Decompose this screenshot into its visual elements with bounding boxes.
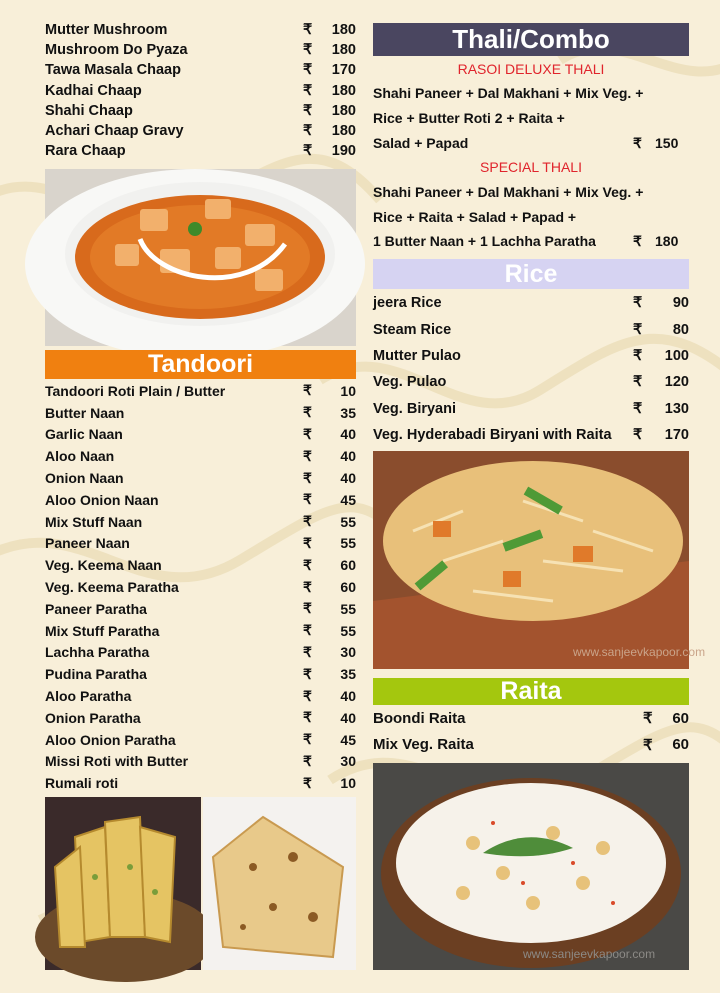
- menu-item-row: [45, 81, 356, 101]
- naan-basket-photo: [45, 797, 201, 970]
- menu-item-price: 60: [672, 736, 689, 754]
- currency-symbol: ₹: [643, 736, 653, 754]
- menu-item-name: Mutter Mushroom: [45, 22, 168, 39]
- menu-item-price: 40: [340, 448, 356, 465]
- menu-item-price: 170: [331, 62, 356, 79]
- currency-symbol: ₹: [303, 62, 313, 79]
- currency-symbol: ₹: [303, 22, 313, 39]
- menu-item-price: 180: [331, 22, 356, 39]
- menu-item-price: 170: [664, 427, 689, 444]
- currency-symbol: ₹: [633, 321, 643, 338]
- menu-item-name: Aloo Paratha: [45, 688, 132, 705]
- biryani-watermark: www.sanjeevkapoor.com: [573, 645, 706, 659]
- menu-item-name: Steam Rice: [373, 321, 452, 338]
- raita-header: [373, 678, 689, 705]
- currency-symbol: ₹: [303, 622, 312, 639]
- menu-item-row: [45, 60, 356, 80]
- currency-symbol: ₹: [303, 404, 312, 421]
- menu-item-price: 10: [340, 775, 356, 792]
- currency-symbol: ₹: [303, 425, 312, 442]
- special-thali-line-3: 1 Butter Naan + 1 Lachha Paratha: [373, 233, 596, 249]
- rasoi-thali-line-3: Salad + Papad: [373, 135, 469, 151]
- menu-item-row: [45, 729, 356, 751]
- menu-item-name: Tandoori Roti Plain / Butter: [45, 382, 226, 399]
- menu-item-price: 45: [340, 731, 356, 748]
- menu-item-name: Missi Roti with Butter: [45, 753, 189, 770]
- menu-item-row: [45, 380, 356, 402]
- menu-item-name: Veg. Biryani: [373, 400, 457, 417]
- menu-item-price: 90: [672, 295, 689, 312]
- menu-item-name: Tawa Masala Chaap: [45, 62, 181, 79]
- menu-item-row: [45, 40, 356, 60]
- menu-item-row: [373, 343, 689, 369]
- menu-item-price: 55: [340, 600, 356, 617]
- thali-title: Thali/Combo: [452, 24, 610, 54]
- menu-item-name: Veg. Keema Naan: [45, 557, 162, 574]
- menu-item-row: [45, 598, 356, 620]
- menu-item-price: 35: [340, 404, 356, 421]
- currency-symbol: ₹: [303, 556, 312, 573]
- raita-photo: [373, 763, 689, 970]
- special-thali-line-2: Rice + Raita + Salad + Papad +: [373, 209, 577, 225]
- currency-symbol: ₹: [303, 578, 312, 595]
- menu-item-price: 55: [340, 513, 356, 530]
- menu-item-row: [45, 445, 356, 467]
- thali-header: [373, 23, 689, 56]
- menu-item-row: [45, 20, 356, 40]
- currency-symbol: ₹: [303, 709, 312, 726]
- menu-item-name: Onion Paratha: [45, 709, 141, 726]
- menu-item-name: Shahi Chaap: [45, 102, 133, 119]
- menu-item-name: Veg. Pulao: [373, 374, 447, 391]
- menu-item-row: [45, 402, 356, 424]
- menu-item-name: Boondi Raita: [373, 709, 466, 727]
- menu-item-price: 35: [340, 666, 356, 683]
- menu-item-price: 180: [331, 82, 356, 99]
- menu-item-price: 100: [664, 347, 689, 364]
- menu-item-row: [45, 576, 356, 598]
- menu-item-name: Mix Stuff Paratha: [45, 622, 160, 639]
- rasoi-thali-line-1: Shahi Paneer + Dal Makhani + Mix Veg. +: [373, 85, 644, 101]
- currency-symbol: ₹: [303, 42, 313, 59]
- menu-item-price: 45: [340, 491, 356, 508]
- menu-item-row: [45, 663, 356, 685]
- currency-symbol: ₹: [303, 731, 312, 748]
- menu-item-price: 30: [340, 753, 356, 770]
- currency-symbol: ₹: [303, 665, 312, 682]
- currency-symbol: ₹: [633, 400, 643, 417]
- paneer-curry-photo: [45, 169, 356, 346]
- menu-item-name: Mushroom Do Pyaza: [45, 42, 188, 59]
- menu-item-row: [45, 772, 356, 794]
- menu-item-row: [45, 554, 356, 576]
- menu-item-row: [45, 101, 356, 121]
- menu-item-row: [45, 685, 356, 707]
- menu-item-row: [45, 121, 356, 141]
- menu-item-row: [373, 705, 689, 732]
- menu-item-row: [45, 642, 356, 664]
- menu-item-name: Veg. Keema Paratha: [45, 579, 179, 596]
- currency-symbol: ₹: [633, 427, 643, 444]
- menu-item-name: Achari Chaap Gravy: [45, 123, 184, 140]
- currency-symbol: ₹: [303, 752, 312, 769]
- menu-item-row: [45, 620, 356, 642]
- menu-item-row: [373, 369, 689, 395]
- currency-symbol: ₹: [643, 710, 653, 728]
- currency-symbol: ₹: [303, 534, 312, 551]
- currency-symbol: ₹: [303, 469, 312, 486]
- menu-item-price: 30: [340, 644, 356, 661]
- menu-item-price: 60: [340, 579, 356, 596]
- menu-item-price: 180: [331, 42, 356, 59]
- menu-item-price: 120: [664, 374, 689, 391]
- currency-symbol: ₹: [303, 687, 312, 704]
- special-thali-label: SPECIAL THALI: [480, 159, 582, 175]
- menu-item-row: [373, 732, 689, 759]
- special-thali-currency: ₹: [633, 233, 642, 249]
- menu-item-row: [373, 422, 689, 448]
- menu-item-row: [45, 141, 356, 161]
- tandoori-header: [45, 350, 356, 379]
- menu-item-name: Kadhai Chaap: [45, 82, 142, 99]
- menu-item-price: 40: [340, 426, 356, 443]
- menu-item-price: 60: [672, 709, 689, 727]
- menu-item-row: [45, 467, 356, 489]
- naan-plate-photo: [203, 797, 356, 970]
- menu-item-name: Aloo Onion Paratha: [45, 731, 176, 748]
- currency-symbol: ₹: [303, 491, 312, 508]
- currency-symbol: ₹: [303, 123, 313, 140]
- menu-item-row: [45, 489, 356, 511]
- menu-item-name: Lachha Paratha: [45, 644, 150, 661]
- menu-item-price: 40: [340, 688, 356, 705]
- menu-item-name: Rara Chaap: [45, 143, 126, 160]
- menu-item-price: 180: [331, 123, 356, 140]
- currency-symbol: ₹: [303, 643, 312, 660]
- menu-item-name: Veg. Hyderabadi Biryani with Raita: [373, 427, 612, 444]
- menu-item-name: Onion Naan: [45, 470, 124, 487]
- currency-symbol: ₹: [303, 513, 312, 530]
- menu-item-name: Garlic Naan: [45, 426, 123, 443]
- currency-symbol: ₹: [633, 295, 643, 312]
- menu-item-name: Mutter Pulao: [373, 347, 461, 364]
- menu-item-name: Paneer Paratha: [45, 600, 147, 617]
- menu-item-price: 80: [672, 321, 689, 338]
- currency-symbol: ₹: [303, 382, 312, 399]
- menu-item-row: [373, 290, 689, 316]
- menu-item-price: 190: [331, 143, 356, 160]
- raita-watermark: www.sanjeevkapoor.com: [523, 947, 656, 961]
- menu-item-row: [45, 511, 356, 533]
- menu-item-row: [45, 751, 356, 773]
- special-thali-line-1: Shahi Paneer + Dal Makhani + Mix Veg. +: [373, 184, 644, 200]
- menu-item-name: Butter Naan: [45, 404, 125, 421]
- menu-item-price: 10: [340, 382, 356, 399]
- menu-item-name: Rumali roti: [45, 775, 119, 792]
- menu-item-row: [373, 316, 689, 342]
- rice-header: [373, 259, 689, 289]
- menu-item-row: [373, 396, 689, 422]
- raita-title: Raita: [500, 677, 562, 705]
- menu-item-price: 130: [664, 400, 689, 417]
- currency-symbol: ₹: [303, 82, 313, 99]
- rasoi-thali-label: RASOI DELUXE THALI: [457, 61, 605, 77]
- menu-item-price: 40: [340, 709, 356, 726]
- biryani-photo: [373, 451, 706, 669]
- menu-item-name: Mix Veg. Raita: [373, 736, 474, 754]
- menu-item-price: 55: [340, 535, 356, 552]
- currency-symbol: ₹: [303, 774, 312, 791]
- rice-title: Rice: [504, 260, 558, 288]
- currency-symbol: ₹: [633, 347, 643, 364]
- menu-item-name: Aloo Onion Naan: [45, 491, 159, 508]
- menu-item-name: jeera Rice: [373, 295, 442, 312]
- menu-item-row: [45, 707, 356, 729]
- menu-item-price: 40: [340, 470, 356, 487]
- rasoi-thali-currency: ₹: [633, 135, 642, 151]
- tandoori-title: Tandoori: [147, 350, 254, 378]
- menu-item-name: Mix Stuff Naan: [45, 513, 143, 530]
- special-thali-price: 180: [655, 233, 679, 249]
- menu-item-row: [45, 424, 356, 446]
- menu-item-price: 60: [340, 557, 356, 574]
- currency-symbol: ₹: [303, 143, 313, 160]
- menu-item-name: Pudina Paratha: [45, 666, 147, 683]
- rasoi-thali-line-2: Rice + Butter Roti 2 + Raita +: [373, 110, 565, 126]
- rasoi-thali-price: 150: [655, 135, 679, 151]
- menu-item-price: 55: [340, 622, 356, 639]
- menu-item-price: 180: [331, 102, 356, 119]
- menu-item-row: [45, 533, 356, 555]
- currency-symbol: ₹: [633, 374, 643, 391]
- menu-item-name: Paneer Naan: [45, 535, 130, 552]
- currency-symbol: ₹: [303, 447, 312, 464]
- menu-item-name: Aloo Naan: [45, 448, 115, 465]
- currency-symbol: ₹: [303, 600, 312, 617]
- currency-symbol: ₹: [303, 102, 313, 119]
